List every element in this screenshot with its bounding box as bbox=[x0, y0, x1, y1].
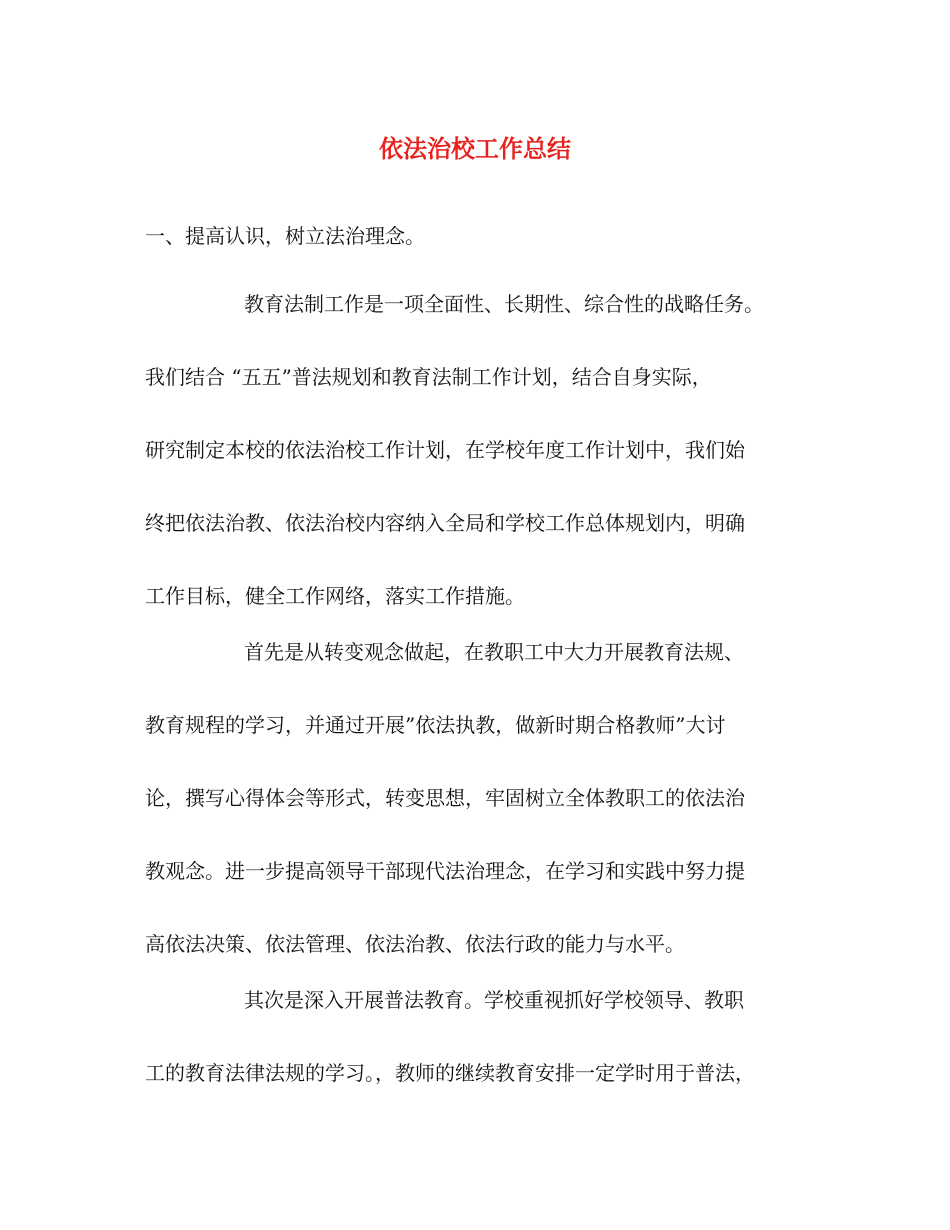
paragraph-line: 教育规程的学习，并通过开展”依法执教，做新时期合格教师”大讨 bbox=[145, 713, 726, 737]
paragraph-line: 工的教育法律法规的学习。，教师的继续教育安排一定学时用于普法， bbox=[145, 1061, 755, 1085]
paragraph-line: 其次是深入开展普法教育。学校重视抓好学校领导、教职 bbox=[244, 988, 744, 1012]
paragraph-line: 教育法制工作是一项全面性、长期性、综合性的战略任务。 bbox=[244, 292, 764, 316]
paragraph-line: 终把依法治教、依法治校内容纳入全局和学校工作总体规划内，明确 bbox=[145, 511, 745, 535]
paragraph-line: 论，撰写心得体会等形式，转变思想，牢固树立全体教职工的依法治 bbox=[145, 786, 745, 810]
paragraph-line: 高依法决策、依法管理、依法治教、依法行政的能力与水平。 bbox=[145, 932, 685, 956]
document-title: 依法治校工作总结 bbox=[379, 135, 571, 163]
paragraph-line: 工作目标，健全工作网络，落实工作措施。 bbox=[145, 584, 525, 608]
paragraph-line: 研究制定本校的依法治校工作计划，在学校年度工作计划中，我们始 bbox=[145, 438, 745, 462]
paragraph-line: 我们结合 “五五”普法规划和教育法制工作计划，结合自身实际， bbox=[145, 365, 712, 389]
paragraph-line: 教观念。进一步提高领导干部现代法治理念，在学习和实践中努力提 bbox=[145, 859, 745, 883]
paragraph-line: 首先是从转变观念做起，在教职工中大力开展教育法规、 bbox=[244, 640, 744, 664]
section-heading: 一、提高认识，树立法治理念。 bbox=[145, 224, 425, 248]
